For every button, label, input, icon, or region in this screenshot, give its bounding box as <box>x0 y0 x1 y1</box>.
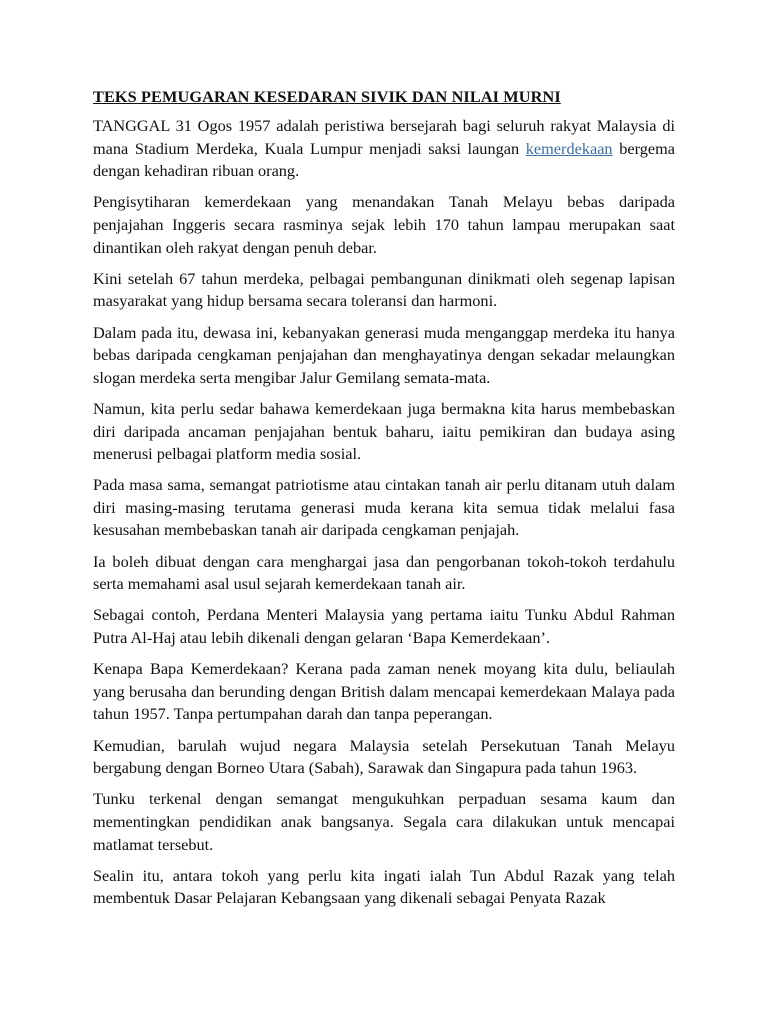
paragraph-2: Pengisytiharan kemerdekaan yang menandakan Tanah Melayu bebas daripada penjajahan Inggeris secara rasminya sejak lebih 170 tahun lampau merupakan saat dinantikan oleh rakyat dengan penuh debar. <box>93 192 675 257</box>
document-title: TEKS PEMUGARAN KESEDARAN SIVIK DAN NILAI MURNI <box>93 87 561 106</box>
document-page <box>93 86 675 919</box>
paragraph-11: Tunku terkenal dengan semangat mengukuhkan perpaduan sesama kaum dan mementingkan pendidikan anak bangsanya. Segala cara dilakukan untuk mencapai matlamat tersebut. <box>93 789 675 854</box>
paragraph-7: Ia boleh dibuat dengan cara menghargai jasa dan pengorbanan tokoh-tokoh terdahulu serta memahami asal usul sejarah kemerdekaan tanah air. <box>93 551 675 594</box>
paragraph-6: Pada masa sama, semangat patriotisme atau cintakan tanah air perlu ditanam utuh dalam diri masing-masing terutama generasi muda kerana kita semua tidak melalui fasa kesusahan membebaskan tanah air daripada cengkaman penjajah. <box>93 475 675 540</box>
paragraph-10: Kemudian, barulah wujud negara Malaysia setelah Persekutuan Tanah Melayu bergabung dengan Borneo Utara (Sabah), Sarawak dan Singapura pada tahun 1963. <box>93 735 675 778</box>
paragraph-9: Kenapa Bapa Kemerdekaan? Kerana pada zaman nenek moyang kita dulu, beliaulah yang berusaha dan berunding dengan British dalam mencapai kemerdekaan Malaya pada tahun 1957. Tanpa pertumpahan darah dan tanpa peperangan. <box>93 659 675 724</box>
paragraph-1 <box>93 115 675 183</box>
paragraph-5: Namun, kita perlu sedar bahawa kemerdekaan juga bermakna kita harus membebaskan diri daripada ancaman penjajahan bentuk baharu, iaitu pemikiran dan budaya asing menerusi pelbagai platform media sosial. <box>93 398 675 464</box>
paragraph-4: Dalam pada itu, dewasa ini, kebanyakan generasi muda menganggap merdeka itu hanya bebas daripada cengkaman penjajahan dan menghayatinya dengan sekadar melaungkan slogan merdeka serta mengibar Jalur Gemilang semata-mata. <box>93 322 675 387</box>
paragraph-1-text-start: TANGGAL 31 Ogos 1957 adalah peristiwa bersejarah bagi seluruh rakyat Malaysia di mana Stadium Merdeka, Kuala Lumpur menjadi saksi laungan <box>93 116 675 158</box>
paragraph-3: Kini setelah 67 tahun merdeka, pelbagai pembangunan dinikmati oleh segenap lapisan masyarakat yang hidup bersama secara toleransi dan harmoni. <box>93 268 675 311</box>
kemerdekaan-link[interactable]: kemerdekaan <box>525 138 613 158</box>
paragraph-8: Sebagai contoh, Perdana Menteri Malaysia yang pertama iaitu Tunku Abdul Rahman Putra Al-Haj atau lebih dikenali dengan gelaran ‘Bapa Kemerdekaan’. <box>93 605 675 648</box>
paragraph-1-text-end: bergema dengan kehadiran ribuan orang. <box>93 138 675 181</box>
paragraph-12: Sealin itu, antara tokoh yang perlu kita ingati ialah Tun Abdul Razak yang telah membentuk Dasar Pelajaran Kebangsaan yang dikenali sebagai Penyata Razak <box>93 865 675 908</box>
